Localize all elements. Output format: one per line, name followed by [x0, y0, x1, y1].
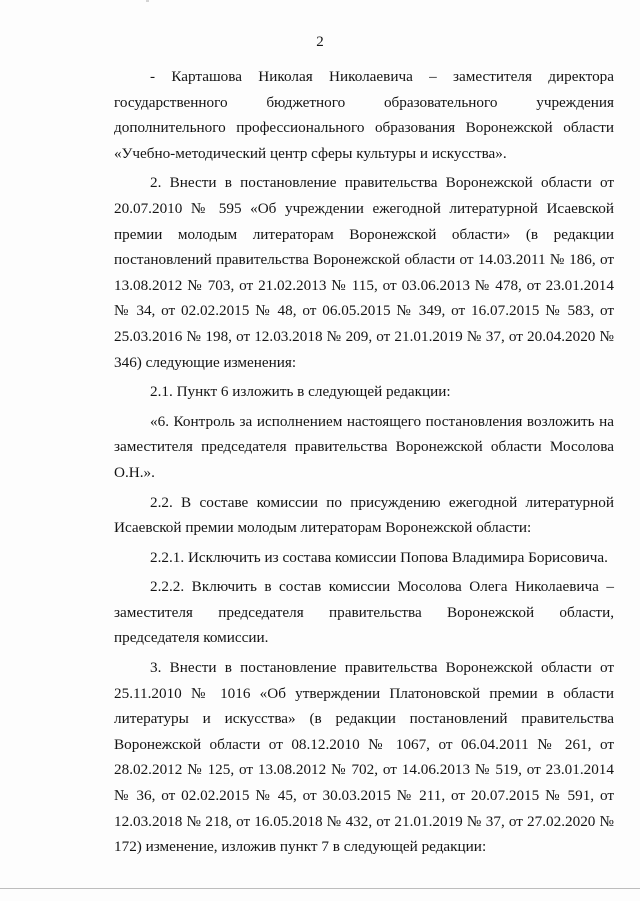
paragraph-item-2-2: 2.2. В составе комиссии по присуждению ежегодной литературной Исаевской премии молодым литераторам Воронежской области: [114, 493, 614, 537]
paragraph-item-6-control: «6. Контроль за исполнением настоящего постановления возложить на заместителя председателя правительства Воронежской области Мосолова О.Н.». [114, 412, 614, 481]
page-number: 2 [316, 34, 324, 50]
paragraph-item-2-2-2: 2.2.2. Включить в состав комиссии Мосолова Олега Николаевича – заместителя председателя правительства Воронежской области, председателя комиссии. [114, 578, 614, 647]
paragraph-item-2-isaev-prize: 2. Внести в постановление правительства Воронежской области от 20.07.2010 № 595 «Об учреждении ежегодной литературной Исаевской премии молодым литераторам Воронежской области» (в редакции постановлений правительства Воронежской области от 14.03.2011 № 186, от 13.08.2012 № 703, от 21.02.2013 № 115, от 03.06.2013 № 478, от 23.01.2014 № 34, от 02.02.2015 № 48, от 06.05.2015 № 349, от 16.07.2015 № 583, от 25.03.2016 № 198, от 12.03.2018 № 209, от 21.01.2019 № 37, от 20.04.2020 № 346) следующие изменения: [114, 174, 614, 371]
paragraph-item-2-1: 2.1. Пункт 6 изложить в следующей редакции: [150, 383, 451, 401]
paragraph-item-3-platonov-prize: 3. Внести в постановление правительства Воронежской области от 25.11.2010 № 1016 «Об утверждении Платоновской премии в области литературы и искусства» (в редакции постановлений правительства Воронежской области от 08.12.2010 № 1067, от 06.04.2011 № 261, от 28.02.2012 № 125, от 13.08.2012 № 702, от 14.06.2013 № 519, от 23.01.2014 № 36, от 02.02.2015 № 45, от 30.03.2015 № 211, от 20.07.2015 № 591, от 12.03.2018 № 218, от 16.05.2018 № 432, от 21.01.2019 № 37, от 27.02.2020 № 172) изменение, изложив пункт 7 в следующей редакции: [114, 659, 614, 856]
document-body [114, 64, 614, 860]
scan-artifact [146, 0, 149, 2]
paragraph-kartashov-member: - Карташова Николая Николаевича – заместителя директора государственного бюджетного образовательного учреждения дополнительного профессионального образования Воронежской области «Учебно-методический центр сферы культуры и искусства». [114, 68, 614, 162]
scan-bottom-edge [0, 888, 640, 889]
paragraph-item-2-2-1: 2.2.1. Исключить из состава комиссии Попова Владимира Борисовича. [150, 548, 608, 566]
